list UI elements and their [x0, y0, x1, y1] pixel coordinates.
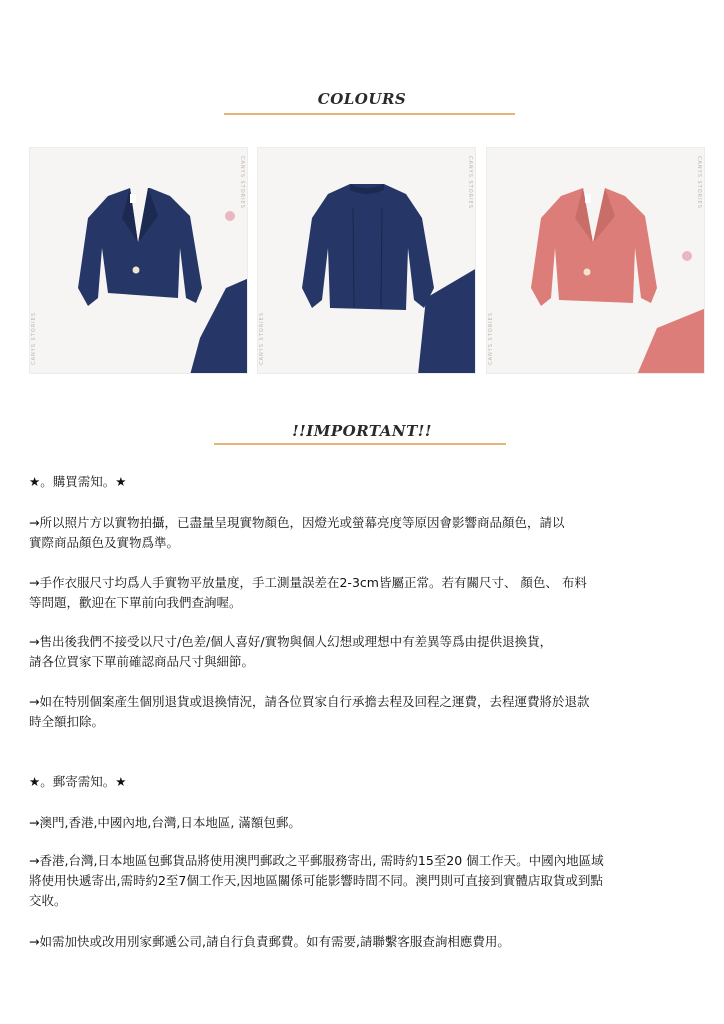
- important-divider: [214, 443, 506, 445]
- photo-navy-blazer-front: [29, 147, 248, 374]
- purchase-paragraph-2: [29, 573, 669, 613]
- text-line: →澳門,香港,中國內地,台灣,日本地區, 滿額包郵。: [29, 815, 301, 830]
- photo-edge-text: CANYS STORIES: [239, 156, 245, 209]
- text-line: →香港,台灣,日本地區包郵貨品將使用澳門郵政之平郵服務寄出, 需時約15至20 個工作天。中國內地區域: [29, 853, 604, 868]
- shipping-paragraph-1: [29, 813, 669, 833]
- text-line: →如需加快或改用別家郵遞公司,請自行負責郵費。如有需要,請聯繫客服查詢相應費用。: [29, 934, 510, 949]
- colours-divider: [224, 113, 515, 115]
- text-line: 將使用快遞寄出,需時約2至7個工作天,因地區關係可能影響時間不同。澳門則可直接到實體店取貨或到點: [29, 873, 603, 888]
- navy-blazer-front-illustration: [30, 148, 248, 374]
- purchase-title: ★。購買需知。★: [29, 474, 127, 489]
- text-line: →所以照片方以實物拍攝，已盡量呈現實物顏色，因燈光或螢幕亮度等原因會影響商品顏色，請以: [29, 515, 565, 530]
- colours-heading: COLOURS: [317, 90, 407, 108]
- purchase-paragraph-1: [29, 513, 669, 553]
- text-line: 請各位買家下單前確認商品尺寸與細節。: [29, 654, 255, 669]
- text-line: →手作衣服尺寸均爲人手實物平放量度，手工測量誤差在2-3cm皆屬正常。若有關尺寸、 顏色、 布料: [29, 575, 587, 590]
- shipping-paragraph-3: [29, 932, 669, 952]
- text-line: 實際商品顏色及實物爲準。: [29, 535, 180, 550]
- photo-edge-text: CANYS STORIES: [488, 312, 494, 365]
- photo-navy-blazer-back: [257, 147, 476, 374]
- text-line: 時全額扣除。: [29, 714, 105, 729]
- important-heading: !!IMPORTANT!!: [292, 422, 432, 440]
- purchase-paragraph-4: [29, 692, 669, 732]
- photo-edge-text: CANYS STORIES: [31, 312, 37, 365]
- purchase-paragraph-3: [29, 632, 669, 672]
- photo-edge-text: CANYS STORIES: [696, 156, 702, 209]
- navy-blazer-back-illustration: [258, 148, 476, 374]
- photo-pink-blazer-front: [486, 147, 705, 374]
- text-line: 等問題，歡迎在下單前向我們查詢喔。: [29, 595, 242, 610]
- shipping-title: ★。郵寄需知。★: [29, 774, 127, 789]
- pink-blazer-front-illustration: [487, 148, 705, 374]
- shipping-paragraph-2: [29, 851, 669, 911]
- photo-edge-text: CANYS STORIES: [259, 312, 265, 365]
- text-line: →如在特別個案產生個別退貨或退換情況，請各位買家自行承擔去程及回程之運費，去程運費將於退款: [29, 694, 590, 709]
- text-line: 交收。: [29, 893, 67, 908]
- photo-edge-text: CANYS STORIES: [467, 156, 473, 209]
- text-line: →售出後我們不接受以尺寸/色差/個人喜好/實物與個人幻想或理想中有差異等爲由提供退換貨，: [29, 634, 553, 649]
